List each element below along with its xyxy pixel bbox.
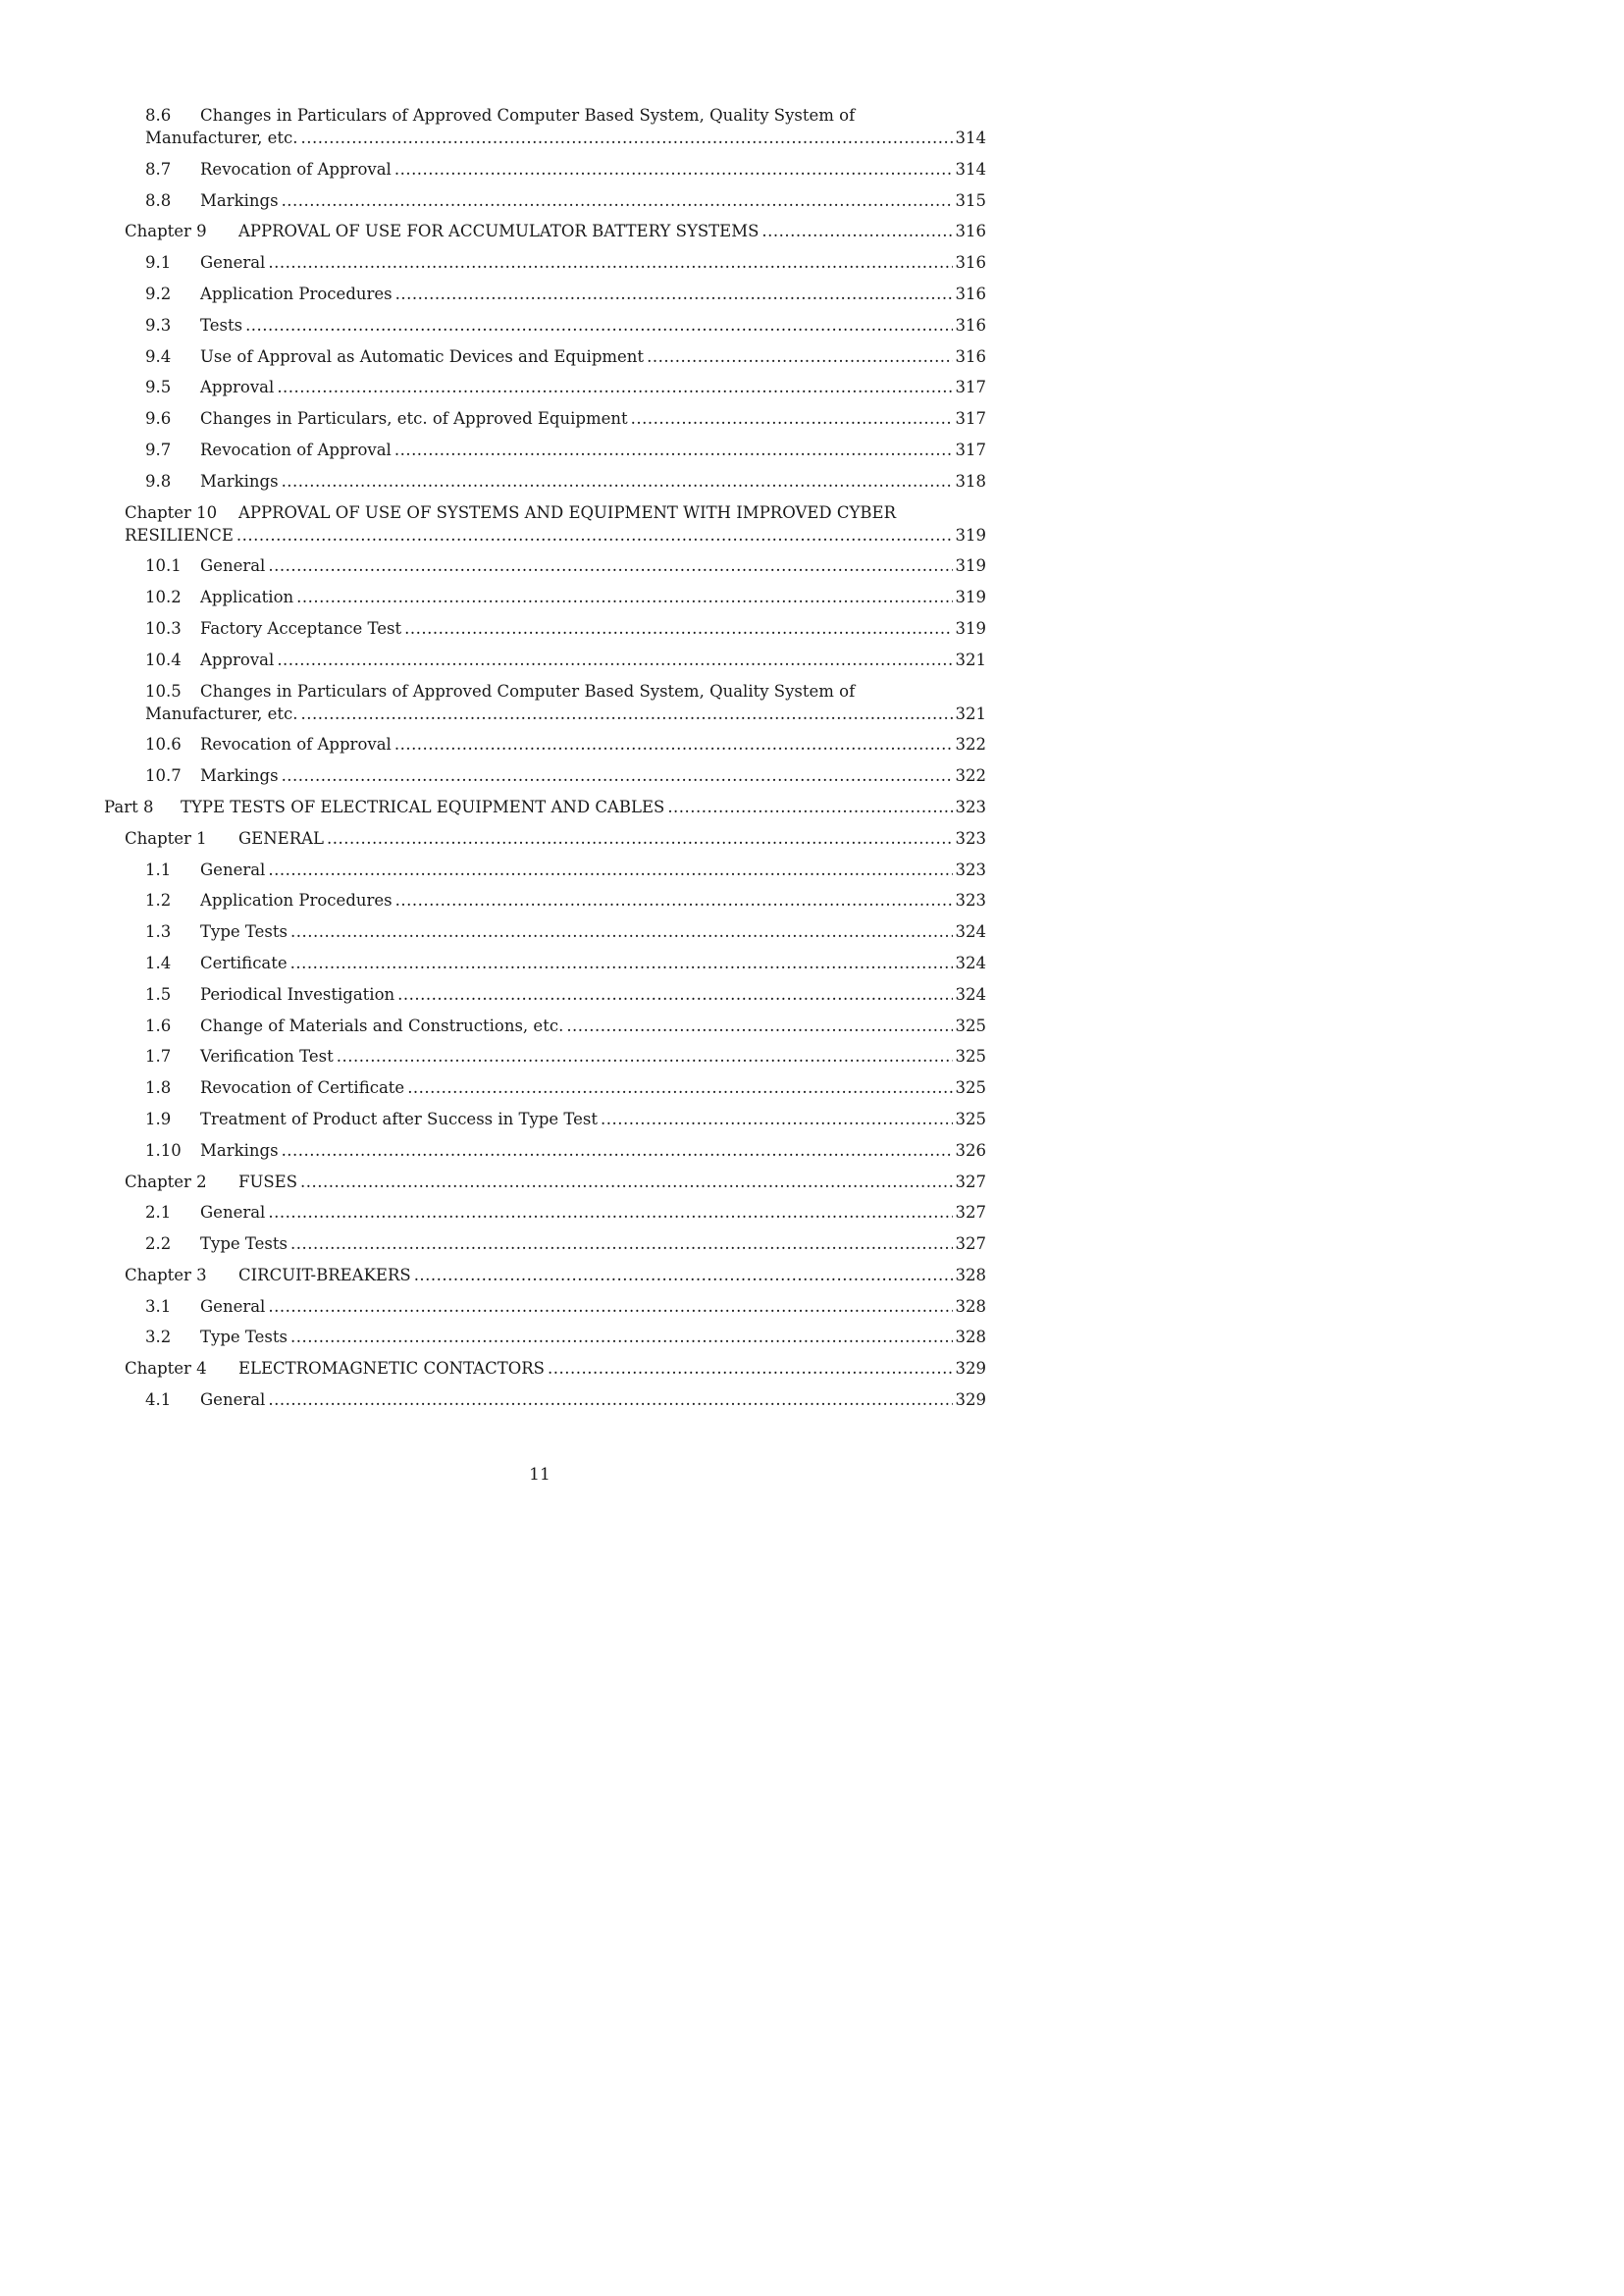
toc-entry-number: 9.4: [145, 346, 172, 366]
toc-entry-number: 10.4: [145, 650, 182, 669]
toc-entry-page: 319: [955, 588, 986, 607]
toc-entry-title: Markings: [200, 471, 279, 491]
toc-entry[interactable]: [104, 974, 986, 1006]
toc-entry-title: TYPE TESTS OF ELECTRICAL EQUIPMENT AND CABLES: [181, 797, 665, 816]
toc-leader-dots: [282, 1139, 953, 1162]
toc-entry-number: 1.5: [145, 984, 172, 1004]
toc-entry-title: Changes in Particulars of Approved Computer Based System, Quality System of: [200, 681, 856, 701]
toc-entry-page: 316: [955, 222, 986, 241]
toc-entry[interactable]: [104, 640, 986, 671]
toc-entry-number: 9.5: [145, 378, 172, 397]
toc-entry[interactable]: [104, 547, 986, 578]
toc-entry-page: 315: [955, 190, 986, 210]
toc-leader-dots: [301, 127, 953, 149]
toc-entry-number: 9.6: [145, 409, 172, 429]
toc-entry-number: 10.7: [145, 766, 182, 786]
toc-entry-title: General: [200, 1390, 266, 1410]
toc-entry-title: Type Tests: [200, 922, 288, 942]
toc-entry[interactable]: [104, 756, 986, 787]
toc-entry-page: 316: [955, 346, 986, 366]
toc-entry-page: 316: [955, 284, 986, 303]
toc-entry[interactable]: [104, 493, 986, 547]
toc-entry[interactable]: [104, 1255, 986, 1286]
toc-entry-page: 325: [955, 1109, 986, 1128]
toc-entry-title: APPROVAL OF USE OF SYSTEMS AND EQUIPMENT WITH IMPROVED CYBER: [238, 502, 897, 522]
toc-entry[interactable]: [104, 430, 986, 461]
toc-entry-title: Application Procedures: [200, 284, 393, 303]
toc-leader-dots: [337, 1045, 953, 1068]
toc-entry-number: 1.9: [145, 1109, 172, 1128]
toc-entry-number: Chapter 1: [125, 828, 207, 848]
toc-leader-dots: [407, 1076, 952, 1099]
toc-entry-title: ELECTROMAGNETIC CONTACTORS: [238, 1359, 545, 1379]
toc-entry-title: CIRCUIT-BREAKERS: [238, 1265, 411, 1284]
toc-entry-number: 1.7: [145, 1047, 172, 1067]
toc-entry[interactable]: [104, 1006, 986, 1037]
toc-entry-page: 323: [955, 797, 986, 816]
toc-entry-page: 318: [955, 471, 986, 491]
toc-entry-number: 2.1: [145, 1203, 172, 1223]
toc-entry-page: 329: [955, 1359, 986, 1379]
toc-entry[interactable]: [104, 1068, 986, 1099]
toc-entry-number: 10.6: [145, 735, 182, 755]
toc-leader-dots: [667, 796, 952, 818]
toc-entry[interactable]: [104, 881, 986, 913]
toc-leader-dots: [268, 1201, 952, 1224]
toc-entry-page: 328: [955, 1328, 986, 1347]
toc-entry-number: 10.3: [145, 618, 182, 638]
toc-entry[interactable]: [104, 242, 986, 274]
toc-entry-page: 317: [955, 409, 986, 429]
toc-entry[interactable]: [104, 104, 986, 149]
toc-leader-dots: [394, 439, 953, 461]
toc-entry-number: 9.7: [145, 440, 172, 459]
toc-entry-page: 324: [955, 984, 986, 1004]
toc-entry-page: 327: [955, 1234, 986, 1254]
toc-entry-number: 4.1: [145, 1390, 172, 1410]
toc-leader-dots: [268, 1388, 952, 1411]
toc-leader-dots: [397, 983, 952, 1006]
toc-entry-title: Approval: [200, 378, 275, 397]
toc-entry-title: Markings: [200, 766, 279, 786]
toc-entry-title: Revocation of Approval: [200, 159, 392, 179]
toc-entry[interactable]: [104, 1130, 986, 1162]
toc-entry-page: 323: [955, 860, 986, 879]
toc-leader-dots: [282, 470, 953, 493]
toc-entry[interactable]: [104, 943, 986, 974]
toc-leader-dots: [601, 1108, 952, 1130]
toc-entry[interactable]: [104, 1224, 986, 1255]
toc-entry-number: 10.5: [145, 681, 182, 701]
toc-entry-page: 321: [955, 704, 986, 723]
toc-leader-dots: [394, 158, 953, 181]
toc-entry[interactable]: [104, 149, 986, 181]
toc-entry-page: 327: [955, 1172, 986, 1191]
toc-entry[interactable]: [104, 850, 986, 881]
toc-entry-page: 319: [955, 525, 986, 545]
toc-entry[interactable]: [104, 1037, 986, 1069]
toc-leader-dots: [268, 1295, 952, 1318]
toc-entry-number: 1.2: [145, 891, 172, 911]
toc-leader-dots: [282, 764, 953, 787]
toc-entry-title: Tests: [200, 315, 243, 335]
toc-leader-dots: [296, 586, 952, 608]
toc-entry-page: 326: [955, 1140, 986, 1160]
toc-entry-title: Certificate: [200, 953, 288, 972]
toc-entry-number: 8.8: [145, 190, 172, 210]
toc-entry[interactable]: [104, 461, 986, 493]
toc-leader-dots: [290, 952, 953, 974]
toc-entry-number: Chapter 2: [125, 1172, 207, 1191]
toc-entry-page: 322: [955, 766, 986, 786]
toc-entry-title: Revocation of Approval: [200, 735, 392, 755]
toc-entry-page: 322: [955, 735, 986, 755]
toc-entry-title: Revocation of Certificate: [200, 1078, 405, 1098]
toc-entry[interactable]: [104, 181, 986, 212]
table-of-contents: [104, 104, 986, 1411]
toc-entry-number: 9.2: [145, 284, 172, 303]
toc-entry-page: 323: [955, 828, 986, 848]
toc-entry-page: 316: [955, 315, 986, 335]
toc-entry-title: GENERAL: [238, 828, 325, 848]
toc-entry-page: 319: [955, 556, 986, 576]
toc-entry-page: 328: [955, 1265, 986, 1284]
toc-leader-dots: [268, 859, 952, 881]
toc-entry-title: General: [200, 556, 266, 576]
toc-leader-dots: [394, 733, 953, 756]
toc-entry-page: 319: [955, 618, 986, 638]
toc-entry-number: Chapter 4: [125, 1359, 207, 1379]
toc-leader-dots: [414, 1264, 953, 1286]
toc-entry[interactable]: [104, 1162, 986, 1193]
toc-entry-page: 324: [955, 922, 986, 942]
toc-entry-title: APPROVAL OF USE FOR ACCUMULATOR BATTERY SYSTEMS: [238, 222, 760, 241]
toc-entry[interactable]: [104, 1348, 986, 1380]
toc-entry-title: Changes in Particulars, etc. of Approved Equipment: [200, 409, 628, 429]
toc-entry-number: 1.4: [145, 953, 172, 972]
toc-entry-page: 325: [955, 1016, 986, 1035]
toc-leader-dots: [395, 889, 953, 912]
toc-entry-title: General: [200, 253, 266, 273]
toc-entry[interactable]: [104, 912, 986, 943]
toc-entry-title: Approval: [200, 650, 275, 669]
toc-entry-number: 9.3: [145, 315, 172, 335]
toc-leader-dots: [290, 1232, 953, 1255]
toc-leader-dots: [245, 314, 952, 337]
toc-entry-title: Application Procedures: [200, 891, 393, 911]
toc-leader-dots: [566, 1015, 952, 1037]
toc-entry[interactable]: [104, 787, 986, 818]
toc-entry-number: 1.6: [145, 1016, 172, 1035]
toc-entry-title: Application: [200, 588, 294, 607]
toc-leader-dots: [301, 703, 953, 725]
toc-entry-title: Verification Test: [200, 1047, 334, 1067]
toc-leader-dots: [631, 407, 953, 430]
toc-entry[interactable]: [104, 1099, 986, 1130]
toc-leader-dots: [300, 1171, 952, 1193]
toc-entry-page: 329: [955, 1390, 986, 1410]
toc-entry-page: 321: [955, 650, 986, 669]
toc-entry-title: Factory Acceptance Test: [200, 618, 402, 638]
toc-entry-number: 9.8: [145, 471, 172, 491]
toc-entry-title-continued: Manufacturer, etc.: [145, 704, 298, 723]
toc-entry-title: Treatment of Product after Success in Type Test: [200, 1109, 599, 1128]
toc-entry-title: Type Tests: [200, 1328, 288, 1347]
toc-entry[interactable]: [104, 212, 986, 243]
toc-entry[interactable]: [104, 1318, 986, 1349]
toc-entry-page: 323: [955, 891, 986, 911]
toc-leader-dots: [395, 283, 953, 305]
toc-entry-title: Type Tests: [200, 1234, 288, 1254]
toc-leader-dots: [761, 220, 952, 242]
toc-entry-number: 10.1: [145, 556, 182, 576]
toc-entry-page: 316: [955, 253, 986, 273]
toc-entry-number: 2.2: [145, 1234, 172, 1254]
toc-entry-number: 3.2: [145, 1328, 172, 1347]
toc-entry[interactable]: [104, 1193, 986, 1225]
toc-entry-number: Chapter 3: [125, 1265, 207, 1284]
toc-entry-page: 317: [955, 378, 986, 397]
toc-entry-title: General: [200, 1203, 266, 1223]
toc-entry-page: 328: [955, 1296, 986, 1316]
toc-entry-number: 8.7: [145, 159, 172, 179]
toc-entry-title-continued: Manufacturer, etc.: [145, 129, 298, 147]
toc-entry-number: 3.1: [145, 1296, 172, 1316]
toc-entry-title: Markings: [200, 1140, 279, 1160]
toc-leader-dots: [268, 251, 952, 274]
toc-leader-dots: [282, 189, 953, 212]
toc-entry[interactable]: [104, 1380, 986, 1411]
toc-entry[interactable]: [104, 671, 986, 725]
toc-entry-title: Use of Approval as Automatic Devices and Equipment: [200, 346, 645, 366]
toc-entry[interactable]: [104, 608, 986, 640]
toc-entry-page: 327: [955, 1203, 986, 1223]
toc-entry-number: Chapter 10: [125, 502, 218, 522]
toc-entry-page: 317: [955, 440, 986, 459]
toc-leader-dots: [647, 345, 952, 368]
toc-leader-dots: [268, 554, 952, 577]
page-number: 11: [529, 1465, 550, 1485]
toc-entry[interactable]: [104, 725, 986, 757]
document-page: [0, 0, 1079, 1527]
toc-entry-page: 325: [955, 1078, 986, 1098]
toc-entry-number: 9.1: [145, 253, 172, 273]
toc-entry-page: 314: [955, 159, 986, 179]
toc-leader-dots: [277, 649, 952, 671]
toc-leader-dots: [236, 524, 953, 547]
toc-leader-dots: [548, 1357, 953, 1380]
toc-entry-title: Markings: [200, 190, 279, 210]
toc-entry-number: 1.8: [145, 1078, 172, 1098]
toc-entry-title: Periodical Investigation: [200, 984, 395, 1004]
toc-entry-page: 325: [955, 1047, 986, 1067]
toc-entry[interactable]: [104, 274, 986, 305]
toc-entry-page: 314: [955, 129, 986, 147]
toc-leader-dots: [404, 617, 952, 640]
toc-entry[interactable]: [104, 818, 986, 850]
toc-entry-title: Changes in Particulars of Approved Computer Based System, Quality System of: [200, 106, 856, 125]
toc-entry-number: 1.1: [145, 860, 172, 879]
toc-entry-number: Part 8: [104, 797, 154, 816]
toc-entry[interactable]: [104, 305, 986, 337]
toc-entry-title: FUSES: [238, 1172, 298, 1191]
toc-entry-number: 8.6: [145, 106, 172, 125]
toc-leader-dots: [290, 1326, 953, 1348]
toc-leader-dots: [277, 376, 952, 398]
toc-entry-title: General: [200, 1296, 266, 1316]
toc-entry-title: Revocation of Approval: [200, 440, 392, 459]
toc-entry[interactable]: [104, 398, 986, 430]
toc-leader-dots: [290, 920, 953, 943]
toc-entry[interactable]: [104, 368, 986, 399]
toc-entry-title: Change of Materials and Constructions, etc.: [200, 1016, 564, 1035]
toc-entry-title-continued: RESILIENCE: [125, 525, 234, 545]
toc-entry[interactable]: [104, 337, 986, 368]
toc-entry-number: 1.10: [145, 1140, 182, 1160]
toc-leader-dots: [327, 827, 952, 850]
toc-entry-page: 324: [955, 953, 986, 972]
toc-entry-number: 1.3: [145, 922, 172, 942]
toc-entry-number: 10.2: [145, 588, 182, 607]
toc-entry-number: Chapter 9: [125, 222, 207, 241]
toc-entry[interactable]: [104, 577, 986, 608]
toc-entry-title: General: [200, 860, 266, 879]
toc-entry[interactable]: [104, 1286, 986, 1318]
